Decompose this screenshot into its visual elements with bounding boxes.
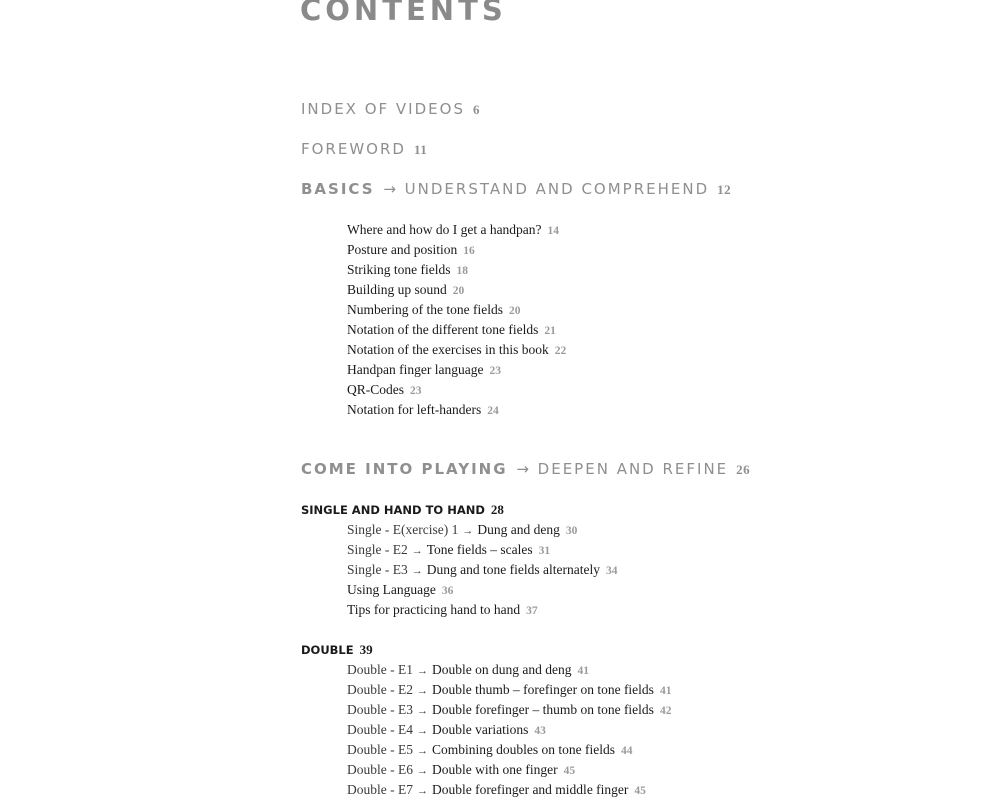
entry-label: Handpan finger language xyxy=(347,362,484,377)
toc-entry[interactable] xyxy=(347,540,550,561)
toc-entry[interactable] xyxy=(347,760,575,781)
entry-label: Double thumb – forefinger on tone fields xyxy=(431,682,654,697)
page-number: 21 xyxy=(544,325,556,337)
entry-prefix: Double - E1 xyxy=(347,662,413,677)
entry-label: Where and how do I get a handpan? xyxy=(347,222,542,237)
page-number: 45 xyxy=(634,785,646,797)
toc-entry[interactable] xyxy=(347,280,464,301)
page-number: 34 xyxy=(605,565,618,577)
page-number: 12 xyxy=(717,182,732,197)
toc-entry[interactable] xyxy=(347,780,646,801)
entry-prefix: Double - E6 xyxy=(347,762,413,777)
toc-entry[interactable] xyxy=(347,720,546,741)
entry-label: QR-Codes xyxy=(347,382,404,397)
major-label: INDEX OF VIDEOS xyxy=(301,100,465,118)
page-number: 23 xyxy=(410,385,422,397)
entry-label: Building up sound xyxy=(347,282,447,297)
page-number: 41 xyxy=(659,685,672,697)
major-label-rest: DEEPEN AND REFINE xyxy=(537,460,729,478)
toc-entry[interactable] xyxy=(347,700,671,721)
toc-major-foreword[interactable] xyxy=(301,139,427,160)
entry-label: Double with one finger xyxy=(431,762,558,777)
arrow-icon: → xyxy=(462,525,474,537)
entry-prefix: Double - E5 xyxy=(347,742,413,757)
entry-prefix: Double - E7 xyxy=(347,782,413,797)
entry-prefix: Single - E2 xyxy=(347,542,408,557)
entry-label: Posture and position xyxy=(347,242,458,257)
toc-entry[interactable] xyxy=(347,320,556,341)
entry-label: Using Language xyxy=(347,582,436,597)
entry-label: Striking tone fields xyxy=(347,262,451,277)
toc-entry[interactable] xyxy=(347,600,538,621)
toc-entry[interactable] xyxy=(347,400,499,421)
arrow-icon: → xyxy=(416,725,428,737)
toc-entry[interactable] xyxy=(347,260,468,281)
toc-entry[interactable] xyxy=(347,680,671,701)
major-label-strong: BASICS xyxy=(301,180,375,198)
entry-label: Double forefinger – thumb on tone fields xyxy=(431,702,654,717)
section-label: DOUBLE xyxy=(301,643,354,657)
entry-label: Tone fields – scales xyxy=(426,542,533,557)
entry-label: Double forefinger and middle finger xyxy=(431,782,629,797)
arrow-icon: → xyxy=(416,665,428,677)
arrow-icon: → xyxy=(416,745,428,757)
page-number: 37 xyxy=(526,605,538,617)
arrow-icon: → xyxy=(383,180,396,198)
page-number: 26 xyxy=(736,462,751,477)
page-number: 23 xyxy=(489,365,501,377)
toc-entry[interactable] xyxy=(347,220,559,241)
arrow-icon: → xyxy=(416,705,428,717)
page-number: 42 xyxy=(659,705,672,717)
arrow-icon: → xyxy=(416,765,428,777)
entry-label: Dung and deng xyxy=(477,522,560,537)
page-number: 41 xyxy=(577,665,589,677)
toc-entry[interactable] xyxy=(347,520,577,541)
page-number: 16 xyxy=(463,245,475,257)
toc-entry[interactable] xyxy=(347,740,632,761)
page-number: 20 xyxy=(452,285,465,297)
entry-label: Notation for left-handers xyxy=(347,402,482,417)
page-number: 18 xyxy=(456,265,468,277)
page-number: 6 xyxy=(472,102,480,117)
page-title: CONTENTS xyxy=(300,0,507,27)
entry-label: Tips for practicing hand to hand xyxy=(347,602,521,617)
entry-prefix: Single - E3 xyxy=(347,562,408,577)
page-number: 31 xyxy=(538,545,551,557)
entry-label: Notation of the exercises in this book xyxy=(347,342,549,357)
page-number: 30 xyxy=(565,525,578,537)
arrow-icon: → xyxy=(516,460,529,478)
entry-label: Numbering of the tone fields xyxy=(347,302,503,317)
page-number: 22 xyxy=(554,345,567,357)
entry-prefix: Double - E3 xyxy=(347,702,413,717)
toc-section-single-hand-to-hand[interactable] xyxy=(301,500,504,520)
major-label-strong: COME INTO PLAYING xyxy=(301,460,508,478)
page-number: 14 xyxy=(547,225,560,237)
entry-label: Double on dung and deng xyxy=(431,662,572,677)
page-number: 44 xyxy=(620,745,633,757)
page-number: 20 xyxy=(508,305,521,317)
entry-label: Notation of the different tone fields xyxy=(347,322,539,337)
toc-entry[interactable] xyxy=(347,360,501,381)
entry-prefix: Double - E2 xyxy=(347,682,413,697)
toc-entry[interactable] xyxy=(347,340,566,361)
page-number: 43 xyxy=(534,725,546,737)
toc-major-basics[interactable] xyxy=(301,179,731,200)
arrow-icon: → xyxy=(411,545,423,557)
page-number: 45 xyxy=(563,765,576,777)
major-label-rest: UNDERSTAND AND COMPREHEND xyxy=(404,180,710,198)
page-number: 28 xyxy=(490,502,504,517)
page-number: 24 xyxy=(487,405,499,417)
toc-entry[interactable] xyxy=(347,560,617,581)
entry-prefix: Single - E(xercise) 1 xyxy=(347,522,459,537)
page-number: 11 xyxy=(413,142,428,157)
entry-label: Double variations xyxy=(431,722,529,737)
toc-entry[interactable] xyxy=(347,240,475,261)
major-label: FOREWORD xyxy=(301,140,406,158)
arrow-icon: → xyxy=(416,685,428,697)
toc-major-index-of-videos[interactable] xyxy=(301,99,480,120)
toc-section-double[interactable] xyxy=(301,640,373,660)
toc-entry[interactable] xyxy=(347,300,520,321)
arrow-icon: → xyxy=(411,565,423,577)
toc-entry[interactable] xyxy=(347,380,422,401)
page-number: 36 xyxy=(441,585,454,597)
section-label: SINGLE AND HAND TO HAND xyxy=(301,503,485,517)
toc-entry[interactable] xyxy=(347,580,453,601)
page-number: 39 xyxy=(359,642,373,657)
toc-major-come-into-playing[interactable] xyxy=(301,459,750,480)
toc-entry[interactable] xyxy=(347,660,589,681)
entry-label: Combining doubles on tone fields xyxy=(431,742,615,757)
arrow-icon: → xyxy=(416,785,428,797)
entry-label: Dung and tone fields alternately xyxy=(426,562,600,577)
entry-prefix: Double - E4 xyxy=(347,722,413,737)
